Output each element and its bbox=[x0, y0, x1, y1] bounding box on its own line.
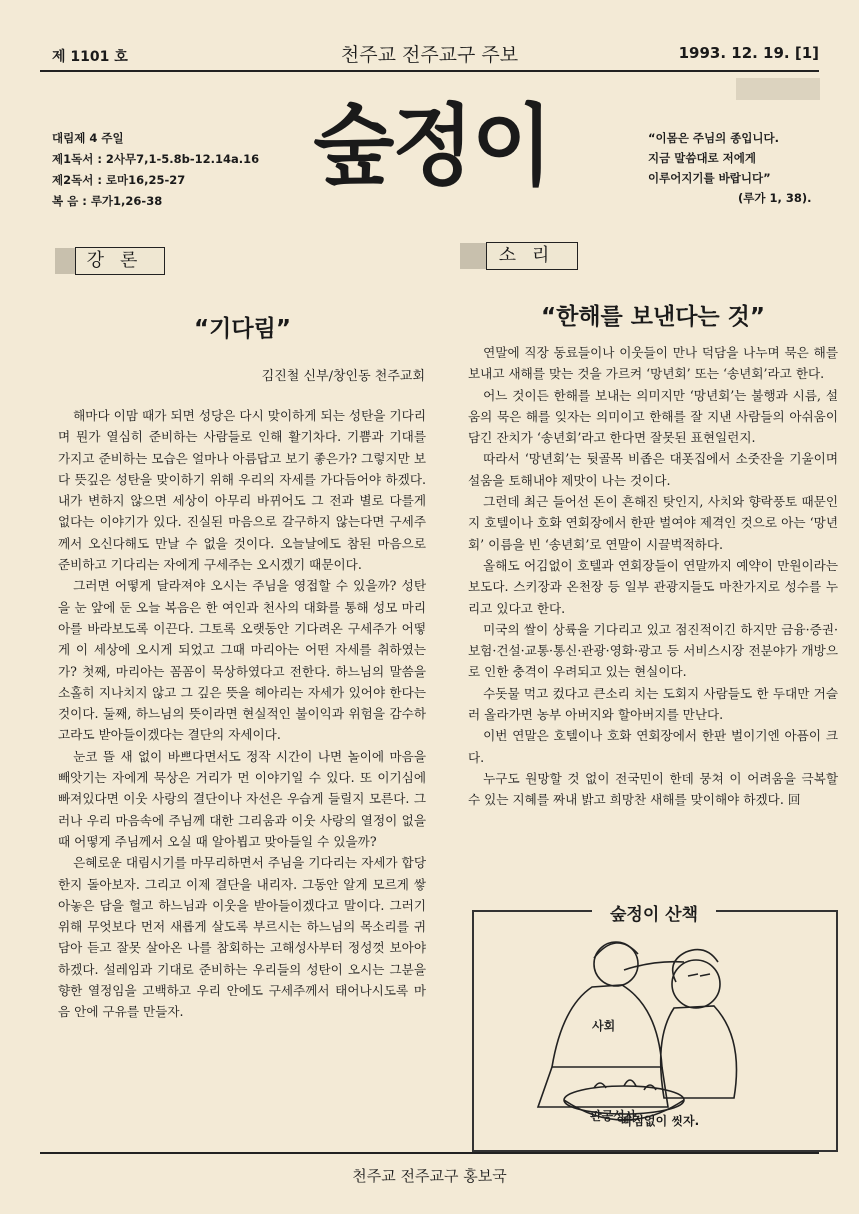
quote-line: 이루어지기를 바랍니다” bbox=[648, 171, 771, 185]
lecture-author: 김진철 신부/창인동 천주교회 bbox=[261, 369, 425, 384]
paragraph: 해마다 이맘 때가 되면 성당은 다시 맞이하게 되는 성탄을 기다리며 뭔가 열심히 준비하는 사람들로 인해 활기차다. 기쁨과 기대를 가지고 준비하는 모습은 얼마나 아름답고 보기 좋은가? 그렇지만 보다 뜻깊은 성탄을 맞이하기 위해 우리의 자세를 가다듬어야 하겠다. 내가 변하지 않으면 세상이 아무리 바뀌어도 그 전과 별로 다를게 없다는 이야기가 있다. 진실된 마음으로 갈구하지 않는다면 구세주께서 오신다해도 만날 수 없을 것이다. 오늘날에도 참된 마음으로 준비하고 기다리는 자에게 구세주는 오시겠기 때문이다. bbox=[58, 408, 426, 573]
cartoon-label-back: 사회 bbox=[592, 1019, 616, 1033]
voice-title: “한해를 보낸다는 것” bbox=[541, 304, 765, 330]
footer-publisher: 천주교 전주교구 홍보국 bbox=[352, 1167, 507, 1185]
decorative-shade bbox=[736, 78, 820, 100]
liturgical-week: 대림제 4 주일 bbox=[52, 131, 124, 145]
section-label-lecture: 강론 bbox=[75, 247, 165, 275]
paragraph: 수돗물 먹고 컸다고 큰소리 치는 도회지 사람들도 한 두대만 거슬러 올라가면 농부 아버지와 할아버지를 만난다. bbox=[468, 685, 838, 723]
scripture-quote bbox=[648, 128, 838, 208]
paragraph: 연말에 직장 동료들이나 이웃들이 만나 덕담을 나누며 묵은 해를 보내고 새해를 맞는 것을 가르켜 ‘망년회’ 또는 ‘송년회’라고 한다. bbox=[468, 345, 838, 382]
header-rule bbox=[40, 70, 819, 72]
second-reading: 제2독서 : 로마16,25-27 bbox=[52, 173, 186, 187]
paragraph: 누구도 원망할 것 없이 전국민이 한데 뭉쳐 이 어려움을 극복할 수 있는 지혜를 짜내 밝고 희망찬 새해를 맞이해야 하겠다. 回 bbox=[468, 770, 838, 808]
lecture-body bbox=[58, 405, 426, 1023]
first-reading: 제1독서 : 2사무7,1-5.8b-12.14a.16 bbox=[52, 152, 260, 166]
paragraph: 어느 것이든 한해를 보내는 의미지만 ‘망년회’는 불행과 시름, 설움의 묵은 해를 잊자는 의미이고 한해를 잘 지낸 사람들의 아쉬움이 담긴 잔치가 ‘송년회’라고 한다면 잘못된 표현일런지. bbox=[468, 387, 838, 446]
cartoon-caption: 빠짐없이 씻자. bbox=[620, 1114, 700, 1128]
section-label-voice: 소리 bbox=[486, 242, 578, 270]
voice-body bbox=[468, 342, 838, 811]
paragraph: 미국의 쌀이 상륙을 기다리고 있고 점진적이긴 하지만 금융·증권·보험·건설·교통·통신·관광·영화·광고 등 서비스시장 전분야가 개방으로 인한 충격이 우려되고 있는 현실이다. bbox=[468, 621, 838, 680]
issue-date: 1993. 12. 19. [1] bbox=[678, 44, 819, 62]
issue-number: 제 1101 호 bbox=[52, 49, 128, 65]
masthead-logo: 숲정이 bbox=[313, 94, 551, 198]
quote-line: 지금 말씀대로 저에게 bbox=[648, 151, 756, 165]
readings-block bbox=[52, 128, 282, 212]
quote-line: “이몸은 주님의 종입니다. bbox=[648, 131, 780, 145]
lecture-title: “기다림” bbox=[194, 316, 291, 342]
quote-reference: (루가 1, 38). bbox=[738, 191, 812, 205]
paragraph: 올해도 어김없이 호텔과 연회장들이 연말까지 예약이 만원이라는 보도다. 스키장과 온천장 등 일부 관광지들도 마찬가지로 성수를 누리고 있다고 한다. bbox=[468, 557, 838, 616]
publisher-title: 천주교 전주교구 주보 bbox=[340, 44, 519, 66]
footer-rule bbox=[40, 1152, 819, 1154]
paragraph: 눈코 뜰 새 없이 바쁘다면서도 정작 시간이 나면 놀이에 마음을 빼앗기는 자에게 묵상은 거리가 먼 이야기일 수 있다. 또 이기심에 빠져있다면 이웃 사랑의 결단이나 자선은 우습게 들릴지 모른다. 그러나 우리 마음속에 주님께 대한 그리움과 이웃 사랑의 열정이 없을 때 어떻게 주님께서 오실 때 알아뵙고 맞아들일 수 있을까? bbox=[58, 748, 426, 849]
paragraph: 이번 연말은 호텔이나 호화 연회장에서 한판 벌이기엔 아픔이 크다. bbox=[468, 728, 838, 765]
gospel-reading: 복 음 : 루가1,26-38 bbox=[52, 194, 163, 208]
paragraph: 따라서 ‘망년회’는 뒷골목 비좁은 대폿집에서 소줏잔을 기울이며 설움을 토해내야 제맛이 나는 것이다. bbox=[468, 451, 838, 488]
paragraph: 그러면 어떻게 달라져야 오시는 주님을 영접할 수 있을까? 성탄을 눈 앞에 둔 오늘 복음은 한 여인과 천사의 대화를 통해 성모 마리아를 바라보도록 이끈다. 그토록 오랫동안 기다려온 구세주가 어떻게 이 세상에 오시게 되었고 그때 마리아는 어떤 자세를 취하였는가? 첫째, 마리아는 꼼꼼이 묵상하였다고 전한다. 하느님의 말씀을 소홀히 지나치지 않고 그 깊은 뜻을 헤아리는 자세가 있어야 한다는 것이다. 둘째, 하느님의 뜻이라면 현실적인 불이익과 위험을 감수하고라도 받아들이겠다는 결단의 자세이다. bbox=[58, 578, 426, 743]
paragraph: 은혜로운 대림시기를 마무리하면서 주님을 기다리는 자세가 합당한지 돌아보자. 그리고 이제 결단을 내리자. 그동안 알게 모르게 쌓아놓은 담을 헐고 하느님과 이웃을 받아들이겠다고 말이다. 그러기 위해 무엇보다 먼저 새롭게 살도록 부르시는 하느님의 목소리를 귀담아 듣고 잘못 살아온 나를 참회하는 고해성사부터 정성껏 보아야 하겠다. 설레임과 기대로 준비하는 우리들의 성탄이 오시는 그분을 향한 열정임을 고백하고 우리 안에도 구세주께서 태어나시도록 마음 안에 구유를 만들자. bbox=[58, 855, 426, 1020]
paragraph: 그런데 최근 들어선 돈이 흔해진 탓인지, 사치와 향락풍토 때문인지 호텔이나 호화 연회장에서 한판 벌여야 제격인 것으로 아는 ‘망년회’ 이름을 빈 ‘송년회’로 연말이 시끌벅적하다. bbox=[468, 494, 838, 552]
cartoon-label-bowl: 판공성사 bbox=[590, 1109, 637, 1123]
cartoon-title: 숲정이 산책 bbox=[592, 900, 716, 925]
cartoon-illustration bbox=[474, 912, 832, 1146]
